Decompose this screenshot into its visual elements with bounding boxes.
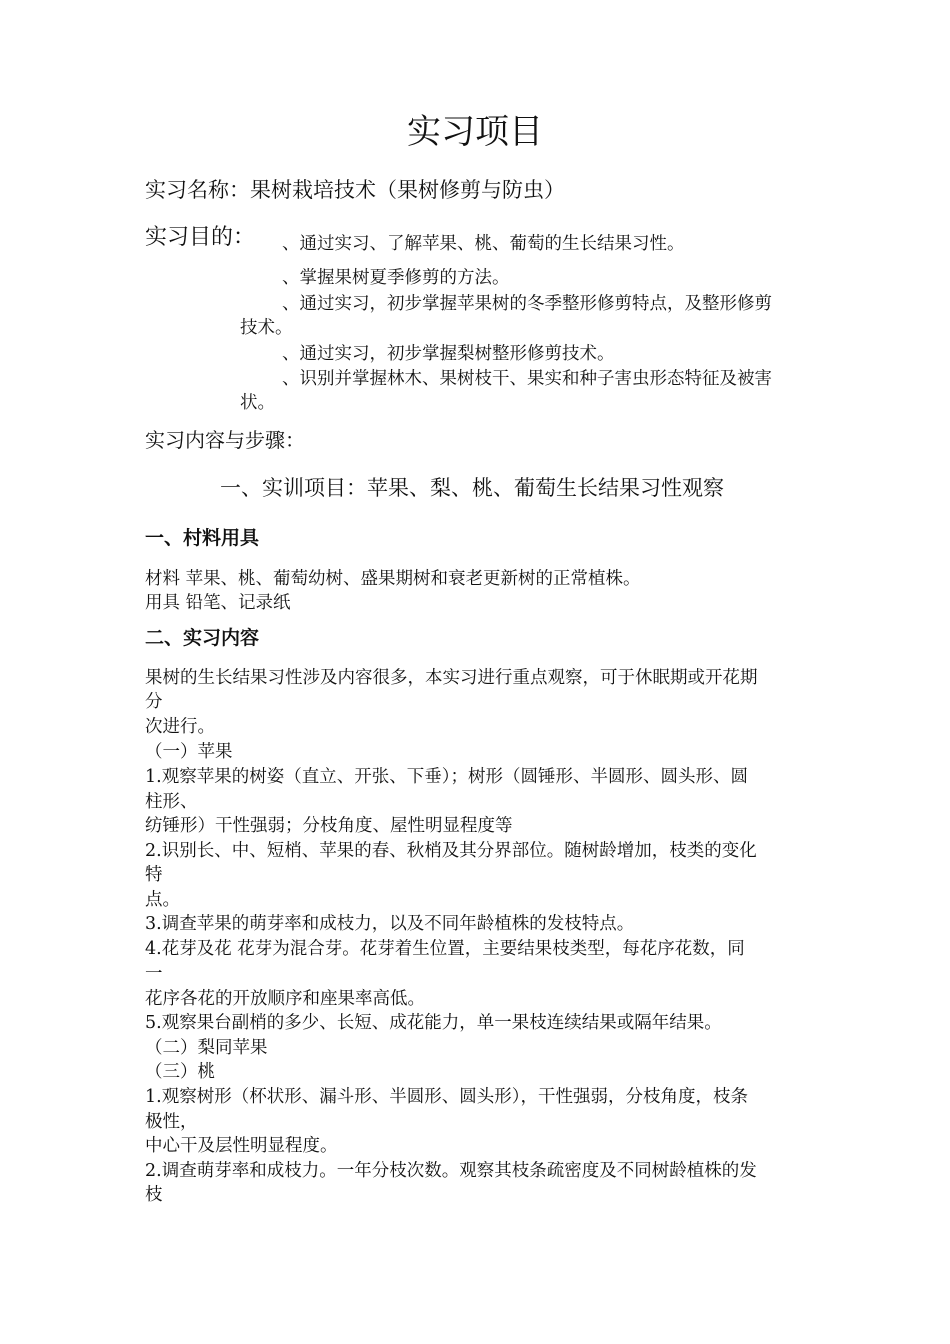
project-title: 一、实训项目：苹果、梨、桃、葡萄生长结果习性观察 — [220, 476, 724, 500]
section2-line: 纺锤形）干性强弱；分枝角度、屋性明显程度等 — [145, 816, 513, 836]
section2-line: 果树的生长结果习性涉及内容很多，本实习进行重点观察，可于休眠期或开花期 — [145, 668, 758, 688]
section2-line: 3.调查苹果的萌芽率和成枝力，以及不同年龄植株的发枝特点。 — [145, 914, 635, 934]
section2-line: 1.观察苹果的树姿（直立、开张、下垂）；树形（圆锤形、半圆形、圆头形、圆 — [145, 767, 748, 787]
section1-line: 材料 苹果、桃、葡萄幼树、盛果期树和衰老更新树的正常植株。 — [145, 569, 641, 589]
content-heading: 实习内容与步骤： — [145, 428, 305, 452]
purpose-item: 、通过实习，初步掌握苹果树的冬季整形修剪特点，及整形修剪 — [282, 294, 772, 314]
purpose-item: 、通过实习、了解苹果、桃、葡萄的生长结果习性。 — [282, 234, 685, 254]
section2-line: （三）桃 — [145, 1062, 215, 1082]
section2-line: 花序各花的开放顺序和座果率高低。 — [145, 989, 425, 1009]
section2-line: 一 — [145, 964, 163, 984]
section1-line: 用具 铅笔、记录纸 — [145, 593, 291, 613]
section2-line: （二）梨同苹果 — [145, 1038, 268, 1058]
practice-name: 实习名称：果树栽培技术（果树修剪与防虫） — [145, 178, 565, 202]
purpose-item: 、通过实习，初步掌握梨树整形修剪技术。 — [282, 344, 615, 364]
section2-line: 分 — [145, 692, 163, 712]
purpose-item: 、掌握果树夏季修剪的方法。 — [282, 268, 510, 288]
section2-line: 枝 — [145, 1185, 163, 1205]
section2-heading: 二、实习内容 — [145, 627, 260, 649]
section2-line: 2.识别长、中、短梢、苹果的春、秋梢及其分界部位。随树龄增加，枝类的变化 — [145, 841, 757, 861]
purpose-item: 技术。 — [240, 318, 293, 338]
section1-heading: 一、村料用具 — [145, 527, 260, 549]
page-title: 实习项目 — [407, 112, 543, 152]
section2-line: 次进行。 — [145, 717, 215, 737]
purpose-item: 、识别并掌握林木、果树枝干、果实和种子害虫形态特征及被害 — [282, 369, 772, 389]
purpose-label: 实习目的： — [145, 225, 256, 250]
section2-line: （一）苹果 — [145, 742, 233, 762]
section2-line: 4.花芽及花 花芽为混合芽。花芽着生位置，主要结果枝类型，每花序花数，同 — [145, 939, 745, 959]
purpose-item: 状。 — [240, 393, 275, 413]
section2-line: 点。 — [145, 890, 180, 910]
section2-line: 特 — [145, 865, 163, 885]
section2-line: 2.调查萌芽率和成枝力。一年分枝次数。观察其枝条疏密度及不同树龄植株的发 — [145, 1161, 757, 1181]
section2-line: 柱形、 — [145, 792, 198, 812]
section2-line: 中心干及层性明显程度。 — [145, 1136, 338, 1156]
section2-line: 极性， — [145, 1112, 198, 1132]
section2-line: 5.观察果台副梢的多少、长短、成花能力，单一果枝连续结果或隔年结果。 — [145, 1013, 722, 1033]
section2-line: 1.观察树形（杯状形、漏斗形、半圆形、圆头形），干性强弱，分枝角度，枝条 — [145, 1087, 748, 1107]
